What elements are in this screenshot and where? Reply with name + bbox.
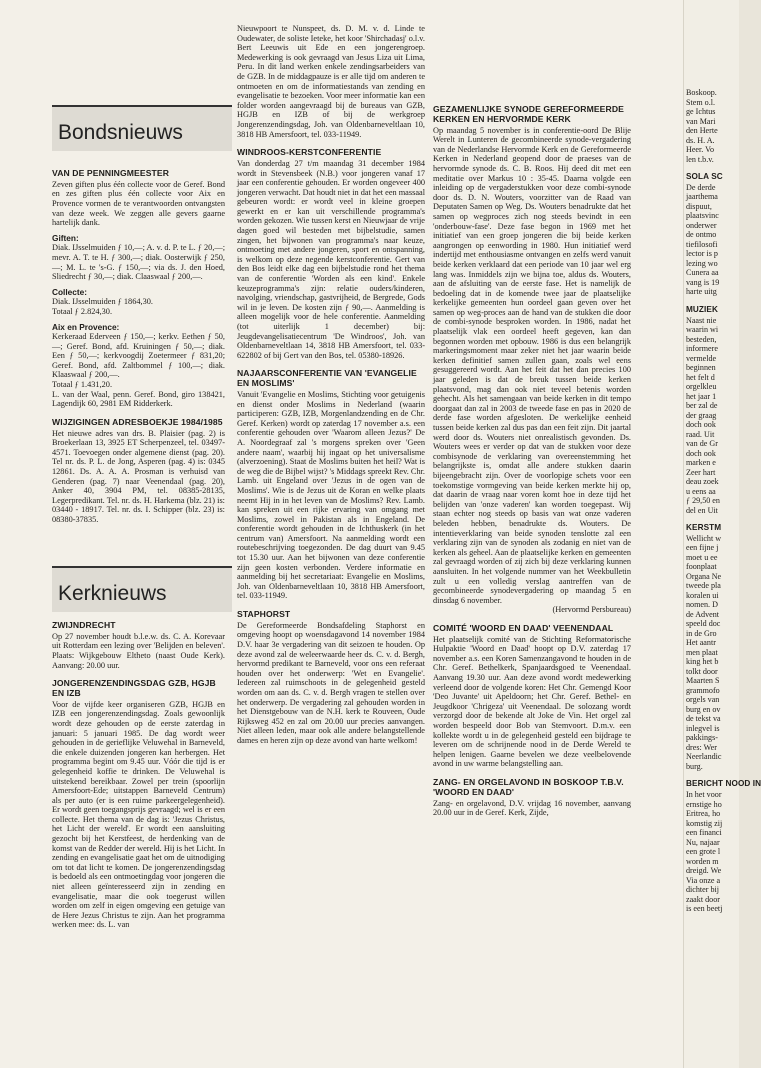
clipped-line: In het voor <box>686 790 722 800</box>
column-1 <box>52 160 225 525</box>
clipped-line: lector is p <box>686 249 718 259</box>
column-2 <box>237 24 425 746</box>
clipped-line: ernstige ho <box>686 799 722 809</box>
clipped-line: raad. Uit <box>686 429 715 439</box>
article-heading: NAJAARSCONFERENTIE VAN 'EVANGELIE EN MOSLIMS' <box>237 368 417 389</box>
article-heading: STAPHORST <box>237 609 291 620</box>
clipped-line: Organa Ne <box>686 571 722 581</box>
byline: (Hervormd Persbureau) <box>552 605 631 615</box>
clipped-line: moet u ee <box>686 552 718 562</box>
clipped-line: ge Ichtus <box>686 107 716 116</box>
article-heading: GEZAMENLIJKE SYNODE GEREFORMEERDE KERKEN EN HERVORMDE KERK <box>433 104 624 124</box>
section-title: Kerknieuws <box>58 582 167 605</box>
clipped-line: de ontmo <box>686 230 717 240</box>
article-heading: SOLA SC <box>686 172 723 181</box>
clipped-line: jaarthema <box>686 192 718 202</box>
article-heading: WINDROOS-KERSTCONFERENTIE <box>237 147 382 158</box>
article-text: Nieuwpoort te Nunspeet, ds. D. M. v. d. Linde te Oudewater, de soliste Ieteke, het koor 'Shirchadasj' o.l.v. Bert Leeuwis uit Ede en een jongerengroep. Medewerking is ook gevraagd van Jesus Liza uit Lima, Peru. In dit land werken enkele zendingsarbeiders van de GZB. In de middagpauze is er alle tijd om anderen te ontmoeten en om de informatiestands van zending en evangelisatie te bezoeken. Voor meer informatie kan een folder worden aangevraagd bij de bureaus van GZB, HGJB en IZB of bij de werkgroep Jongerenzendingsdag, Joh. van Oldenbarneveltlaan 10, 3818 HB Amersfoort, tel. 033-11949. <box>237 24 425 139</box>
clipped-line: burg en ov <box>686 704 721 714</box>
clipped-line: men plaat <box>686 647 718 657</box>
column-1-lower <box>52 612 225 930</box>
article-text: Kerkeraad Ederveen ƒ 150,—; kerkv. Eethen ƒ 50,—; Geref. Bond, afd. Kruiningen ƒ 50,—; diak. Een ƒ 50,—; kerkvoogdij Zoetermeer ƒ 831,20; Geref. Bond, afd. Zaltbommel ƒ 100,—; diak. Klaaswaal ƒ 200,—. <box>52 332 225 380</box>
clipped-line: van de Gr <box>686 439 718 449</box>
clipped-line: worden m <box>686 856 719 866</box>
subheading: Collecte: <box>52 286 88 297</box>
article-text: Het plaatselijk comité van de Stichting Reformatorische Hulpaktie 'Woord en Daad' hoopt op D.V. zaterdag 17 november a.s. een Koren Samenzangavond te houden in de Chr. Geref. Bethelkerk, Spanjaardsgoed te Veenendaal. Aanvang 19.30 uur. Aan deze avond wordt medewerking verleend door de volgende koren: Het Chr. Gemengd Koor 'Deo Juvante' uit Apeldoorn; het Chr. Geref. Bethel- en Jeugdkoor 'Chrigeza' uit Veenendaal. De solozang wordt verzorgd door de bekende alt Joke de Vin. Het orgel zal worden bespeeld door Bob van Stemvoort. D.m.v. een kollekte wordt u in de gelegenheid gesteld een bijdrage te leveren om de schrijnende nood in de Derde Wereld te helpen lenigen. Gaarne bevelen we deze veelbelovende avond in uw warme belangstelling aan. <box>433 634 631 769</box>
clipped-line: een grote l <box>686 847 721 857</box>
article-heading: ZWIJNDRECHT <box>52 620 116 630</box>
article-text: Het nieuwe adres van drs. B. Plaisier (pag. 2) is Broekerlaan 13, 3925 ET Scherpenzeel, tel. 03497-4571. Toevoegen onder algemene dienst (pag. 20). Tel nr. ds. P. L. de Jong, Asperen (pag. 4) is: 0345 12861. Ds. A. A. A. Prosman is verhuisd van Genderen (pag. 7) naar Veenendaal (pag. 20), Anker 40, 3904 PM, tel. 08385-28135, Legerpredikant. Tel. nr. ds. H. Harkema (blz. 21) is: 03440 - 18917. Tel. nr. ds. I. Schipper (blz. 23) is: 08380-37835. <box>52 428 225 524</box>
clipped-line: burg. <box>686 761 703 771</box>
article-heading: COMITÉ 'WOORD EN DAAD' VEENENDAAL <box>433 622 614 633</box>
section-header-bondsnieuws <box>52 105 232 151</box>
clipped-line: koralen ui <box>686 590 719 600</box>
article-heading: ZANG- EN ORGELAVOND IN BOSKOOP T.B.V. 'WOORD EN DAAD' <box>433 776 624 797</box>
article-text: Zang- en orgelavond, D.V. vrijdag 16 november, aanvang 20.00 uur in de Geref. Kerk, Zijde, <box>433 798 631 818</box>
article-text: Voor de vijfde keer organiseren GZB, HGJB en IZB een jongerenzendingsdag. Zoals gewoonlijk wordt deze gehouden op de eerste zaterdag in januari: 5 januari 1985. De dag wordt weer gehouden in de gerieflijke Veluwehal in Barneveld, die enkele duizenden jongeren kan herbergen. Het programma begint om 9.45 uur. Vóór die tijd is er gelegenheid koffie te drinken. De Veluwehal is uitstekend bereikbaar. Zowel per trein (spoorlijn Amersfoort-Ede; uitstappen Barneveld Centrum) als per auto (er is een ruime parkeergelegenheid). Er wordt geen toegangsprijs gevraagd; wel is er een collecte. Het thema van de dag is: 'Jezus Christus, het Licht der wereld'. Er wordt een aansluiting gezocht bij het Kerstfeest, de herdenking van de komst van de Redder der wereld. Hij is het Licht. In zending en evangelisatie gaat het om de uitnodiging om tot dat licht te komen. De jongerenzendingsdag is bedoeld als een ontmoetingdag voor jongeren die niet alleen geïnteresseerd zijn in zending en evangelisatie, maar die ook toegerust willen worden om zelf in eigen omgeving een getuige van de Here Jezus Christus te zijn. Aan het programma werken mee: ds. L. van <box>52 699 225 930</box>
clipped-line: besteden, <box>686 334 717 344</box>
clipped-line: der graag <box>686 410 717 420</box>
clipped-line: grammofo <box>686 685 720 695</box>
clipped-line: speeld doc <box>686 619 721 629</box>
clipped-line: de Advent <box>686 609 720 619</box>
clipped-line: De derde <box>686 182 716 192</box>
clipped-lines <box>686 534 738 772</box>
clipped-line: van Mari <box>686 116 716 126</box>
clipped-line: Nu, najaar <box>686 837 720 847</box>
column-3 <box>433 96 631 818</box>
clipped-line: komstig zij <box>686 818 723 828</box>
clipped-line: Boskoop. <box>686 88 717 97</box>
clipped-line: een fijne j <box>686 543 719 553</box>
signature: L. van der Waal, penn. Geref. Bond, giro 138421, Lagendijk 60, 2981 EM Ridderkerk. <box>52 389 225 409</box>
clipped-lines <box>686 183 738 297</box>
clipped-line: Maarten S <box>686 676 720 686</box>
clipped-line: dres: Wer <box>686 742 717 752</box>
clipped-line: inlegvel is <box>686 723 720 733</box>
clipped-line: ber zal de <box>686 401 718 411</box>
article-text: Diak. IJsselmuiden ƒ 10,—; A. v. d. P. te L. ƒ 20,—; mevr. A. T. te H. ƒ 300,—; diak. Oosterwijk ƒ 250,—; M. L. te 's-G. ƒ 150,—; via ds. J. den Hoed, Sliedrecht ƒ 30,—; diak. Claaswaal ƒ 200,—. <box>52 243 225 282</box>
article-text: Van donderdag 27 t/m maandag 31 december 1984 wordt in Stevensbeek (N.B.) voor jongeren vanaf 17 jaar een conferentie gehouden. Er worden ongeveer 400 jongeren verwacht. Dat houdt niet in dat het een massaal gebeuren wordt: er wordt veel in kleine groepen gewerkt en er kan uit verschillende programma's worden gekozen. Wie tussen kerst en Nieuwjaar de vrije dagen goed wil besteden met bijbelstudie, samen zingen, het bijwonen van programma's naar keuze, ontmoeting met andere jongeren, sport en ontspanning, is welkom op deze negende kerstconferentie. Gert van den Bos leidt elke dag een bijbelstudie rond het thema van de conferentie 'Worden als een kind'. Enkele keuzeprogramma's zijn: relatie ouders/kinderen, navolging, vriendschap, gastvrijheid, de Bergrede, Gods wil in je leven. De kosten zijn ƒ 90,—. Aanmelding is alleen mogelijk voor de hele conferentie. Aanmelding (tot uiterlijk 1 december) bij: Jeugdevangelisatiecentrum 'De Windroos', Joh. van Oldenbarneveltlaan 14, 3818 HB Amersfoort, tel. 033-622802 of bij Gert van den Bos, tel. 05380-18926. <box>237 158 425 360</box>
clipped-line: doch ook <box>686 420 716 430</box>
clipped-line: pakkings- <box>686 733 718 743</box>
clipped-line: waarin wi <box>686 325 719 335</box>
clipped-lines <box>686 790 738 914</box>
clipped-line: harte uitg <box>686 287 717 297</box>
clipped-line: nomen. D <box>686 600 718 610</box>
clipped-line: lezing wo <box>686 258 718 268</box>
clipped-line: is een beetj <box>686 904 723 914</box>
clipped-line: u eens aa <box>686 486 716 496</box>
clipped-line: onderwer <box>686 220 717 230</box>
article-text: Zeven giften plus één collecte voor de Geref. Bond en zes giften plus één collecte voor Aix en Provence vormen de te verantwoorden ontvangsten van deze week. We zeggen alle gevers gaarne hartelijk dank. <box>52 179 225 228</box>
clipped-line: vermelde <box>686 353 717 363</box>
clipped-line: plaatsvinc <box>686 211 719 221</box>
clipped-line: Stem o.l. <box>686 97 716 107</box>
clipped-line: len t.b.v. <box>686 154 714 164</box>
clipped-line: Eritrea, ho <box>686 809 721 819</box>
clipped-line: vang is 19 <box>686 277 720 287</box>
clipped-line: Het aantr <box>686 638 716 648</box>
article-text: Vanuit 'Evangelie en Moslims, Stichting voor getuigenis en dienst onder Moslims in Nederland (waarin participeren: GZB, IZB, Morgenlandzending en de Chr. Geref. Kerken) wordt op zaterdag 17 november a.s. een conferentie gehouden over 'Waarom alleen Jezus?' De A. Noordegraaf zal 's morgens spreken over 'Geen andere naam', waarbij hij ingaat op het universalisme (alverzoening). Staat de Moslims buiten het heil? Wat is de weg die de Bijbel wijst? 's Middags spreekt Rev. Chr. Lamb. uit Engeland over 'Jezus in de ogen van de Moslims'. Wie is de Jezus uit de Koran en welke plaats neemt Hij in in het leven van de Moslims? Rev. Lamb. kan spreken uit een rijke ervaring van omgang met Moslims, zowel in Pakistan als in Engeland. De conferentie wordt gehouden in de Ichthuskerk (in het centrum van) Amersfoort. Na aanmelding wordt een routebeschrijving toegezonden. De dag duurt van 9.45 tot 15.30 uur. Aan het bijwonen van deze conferentie zijn geen kosten verbonden. Verdere informatie en aanmelding bij het secretariaat: Evangelie en Moslims, Joh. van Oldenbarneveltlaan 10, 3818 HB Amersfoort, tel. 033-11949. <box>237 389 425 601</box>
clipped-line: een financi <box>686 828 722 838</box>
clipped-line: tolkt door <box>686 666 718 676</box>
clipped-line: tiefilosofi <box>686 239 718 249</box>
clipped-line: Via onze a <box>686 875 721 885</box>
article-heading: KERSTM <box>686 523 722 533</box>
total: Totaal ƒ 1.431,20. <box>52 380 113 390</box>
clipped-line: dreigd. We <box>686 866 722 876</box>
clipped-line: tweede pla <box>686 581 721 591</box>
clipped-line: Heer. Vo <box>686 145 715 154</box>
clipped-line: ƒ 29,50 en <box>686 496 720 506</box>
clipped-line: in de Gro <box>686 628 717 638</box>
article-text: De Gereformeerde Bondsafdeling Staphorst en omgeving hoopt op woensdagavond 14 november 1984 D.V. haar 3e vergadering van dit seizoen te houden. Op deze avond zal de weleerwaarde heer ds. C. v. d. Bergh, hervormd predikant te Barneveld, voor ons een referaat houden over het onderwerp: 'Wet en Evangelie'. Iedereen zal ruimschoots in de gelegenheid gesteld worden om aan ds. C. v. d. Bergh vragen te stellen over het onderwerp. De vergadering zal gehouden worden in het Dienstgebouw van de N.H. kerk te Rouveen, Oude Rijksweg 452 en zal om 20.00 uur precies aanvangen. Niet alleen leden, maar ook alle andere belangstellende dames en heren zijn op deze avond van harte welkom! <box>237 620 425 745</box>
clipped-line: informere <box>686 344 718 354</box>
section-title: Bondsnieuws <box>58 121 183 144</box>
clipped-line: doch ook <box>686 448 716 458</box>
article-heading: JONGERENZENDINGSDAG GZB, HGJB EN IZB <box>52 678 216 698</box>
clipped-lines <box>686 316 738 516</box>
clipped-line: deau zoek <box>686 477 719 487</box>
clipped-line: del en Uit <box>686 505 718 515</box>
clipped-line: Wellicht w <box>686 533 722 543</box>
clipped-line: Cunera aa <box>686 268 719 278</box>
clipped-line: king het b <box>686 657 719 667</box>
clipped-line: Naast nie <box>686 315 717 325</box>
clipped-line: het felt d <box>686 372 715 382</box>
article-heading: BERICHT NOOD IN <box>686 779 761 789</box>
article-heading: VAN DE PENNINGMEESTER <box>52 168 170 178</box>
article-text: Op maandag 5 november is in conferentie-oord De Blije Werelt in Lunteren de gecombineerde synode-vergadering van de Nederlandse Hervormde Kerk en de Gereformeerde Kerken in Nederland geopend door de praeses van de hervormde synode ds. C. B. Roos. Hij deed dit met een meditatie over Markus 10 : 35-45. Daarna volgde een inleiding op de vergaderstukken voor deze combi-synode door ds. D. N. Wouters, voorzitter van de Raad van Deputaten Samen op Weg. Ds. Wouters benadrukte dat het samen op wegproces zich nog steeds bevindt in een 'onderbouw-fase'. Deze fase begon in 1969 met het initiatief van een groep jongeren die bij beide kerken aangrongen op eenwording in 1980. Hun initiatief werd indertijd met enthousiasme ontvangen en zelfs werd vanuit beide kerken verklaard dat een periode van 10 jaar wel erg lang was. Inmiddels zijn we bijna toe, aldus ds. Wouters, aan de afsluiting van de eerste fase. Het is namelijk de bedoeling dat in de komende twee jaar de plaatselijke kerkelijke gemeenten hun oordeel gaan geven over het samen op weg-proces aan de hand van de stukken die door de combi-synode besproken worden. In 1986, nadat het plaatselijk vlak een oordeel heeft gegeven, kan dan begonnen worden met opbouw. 1986 is dus een belangrijk markeringsmoment maar zeker niet het jaar waarin beide kerken definitief samen zullen gaan, zoals wel eens gesuggereerd wordt. Aan het feit dat het dan precies 100 jaar geleden is dat de breuk tussen beide kerken plaatsvond, mag dan ook niet teveel betenis worden gehecht. Als het samengaan van beide kerken in dit tempo doorgaat dan zal in 2003 de tweede fase en pas in 2020 de derde fase worden afgesloten. De werkelijke eenheid tussen beide kerken zal dus pas dan een feit zijn. Dit jaartal werd door ds. Wouters niet onrealistisch gevonden. Ds. Wouters wees er verder op dat van de stukken voor deze combisynode de verklaring van overeenstemming het belangrijkste is, omdat alle andere stukken daarin bijeengebracht zijn. Over de voorlopige schets voor een toekomstige vormgeving van beide kerken merkte hij op, dat daarin de vraag naar voren komt hoe in deze tijd het belijden van 'onze vaderen' kan worden toegepast. Wij staan echter nog steeds op basis van wat onze vaderen beleden hebben, benadrukte ds. Wouters. De intentieverklaring van beide synoden tenslotte zal een verklaring zijn van de synoden als zodanig en niet van de kerken als geheel. Aan de plaatselijke kerken en gemeenten zal gevraagd worden of zij zich bij deze verklaring kunnen aansluiten. In het volgende nummer van het Weekbulletin zult u een volledig verslag aantreffen van de gecombineerde synodevergadering op maandag 5 en dinsdag 6 november. <box>433 125 631 605</box>
clipped-line: ds. H. A. <box>686 135 715 145</box>
clipped-line: het jaar 1 <box>686 391 717 401</box>
subheading: Giften: <box>52 232 79 243</box>
total: Totaal ƒ 2.824,30. <box>52 306 113 316</box>
clipped-line: dichter bij <box>686 885 720 895</box>
article-text: Op 27 november houdt b.l.e.w. ds. C. A. Korevaar uit Rotterdam een lezing over 'Belijden en beleven'. Plaats: Wijkgebouw Eltheto (naast Oude Kerk). Aanvang: 20.00 uur. <box>52 631 225 670</box>
article-heading: MUZIEK <box>686 304 718 314</box>
clipped-line: orgelkleu <box>686 382 717 392</box>
article-text: Diak. IJsselmuiden ƒ 1864,30. <box>52 297 153 307</box>
clipped-line: zaakt door <box>686 894 720 904</box>
subheading: Aix en Provence: <box>52 321 120 332</box>
article-heading: WIJZIGINGEN ADRESBOEKJE 1984/1985 <box>52 416 223 427</box>
clipped-line: Neerlandic <box>686 752 722 762</box>
section-header-kerknieuws <box>52 566 232 612</box>
clipped-line: beginnen <box>686 363 716 373</box>
clipped-line: den Herte <box>686 126 718 135</box>
clipped-line: foonplaat <box>686 562 717 572</box>
clipped-line: orgels van <box>686 695 720 705</box>
clipped-line: marken e <box>686 458 716 468</box>
clipped-line: dispuut, <box>686 201 712 211</box>
clipped-line: de tekst va <box>686 714 721 724</box>
clipped-line: Zeer hart <box>686 467 716 477</box>
column-4-clipped <box>686 88 761 914</box>
